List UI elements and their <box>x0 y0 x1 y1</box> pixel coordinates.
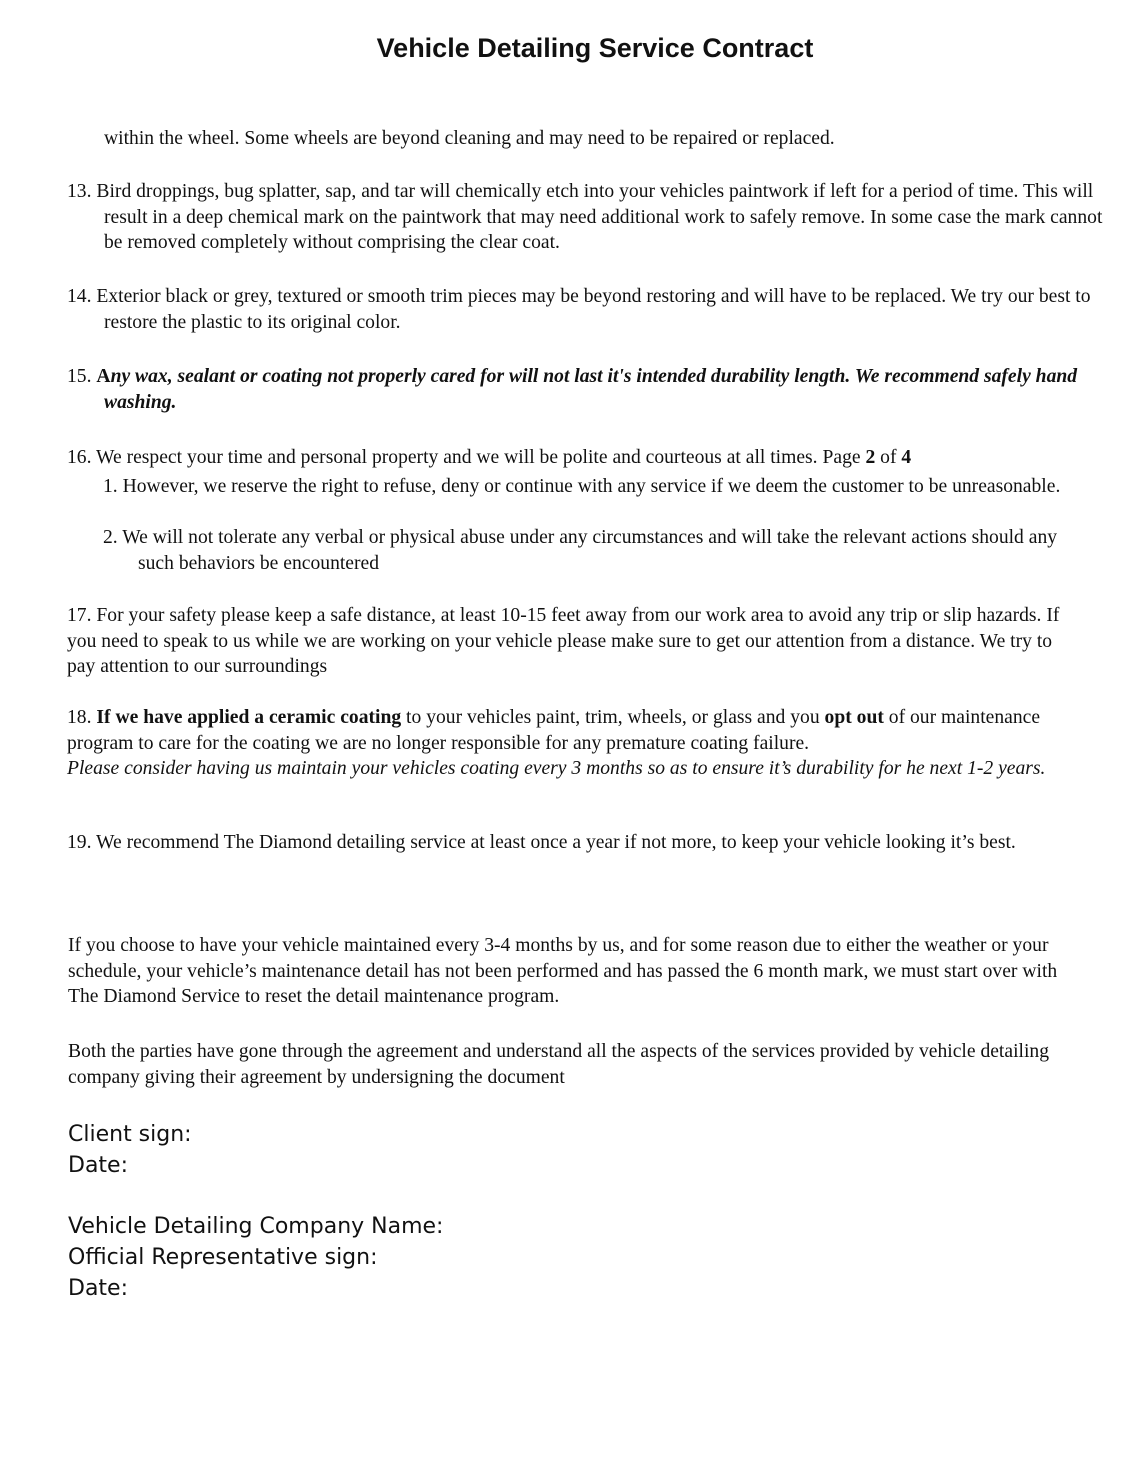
clause-17 <box>67 603 1079 680</box>
client-date-label: Date: <box>68 1153 128 1178</box>
clause-number: 18. <box>67 707 92 728</box>
clause-number: 19. <box>67 832 92 853</box>
sub-text: We will not tolerate any verbal or physical abuse under any circumstances and will take the relevant actions should any such behaviors be encountered <box>122 527 1058 574</box>
clause-text: ny wax, sealant or coating not properly cared for will not last it's intended durability length. We recommend safely hand washing. <box>104 366 1078 413</box>
clause-15 <box>67 364 1116 415</box>
page-number: 2 <box>865 447 876 468</box>
clause-number: 14. <box>67 286 92 307</box>
clause-text-1: to your vehicles paint, trim, wheels, or glass and you <box>401 707 825 728</box>
clause-number: 13. <box>67 181 92 202</box>
page-total: 4 <box>901 447 912 468</box>
clause-16 <box>67 445 1116 471</box>
clause-text: We recommend The Diamond detailing service at least once a year if not more, to keep your vehicle looking it’s best. <box>96 832 1016 853</box>
clause-16-sub-2 <box>103 525 1088 576</box>
clause-italic-note: Please consider having us maintain your vehicles coating every 3 months so as to ensure it’s durability for he next 1-2 years. <box>67 758 1046 780</box>
page-of: of <box>875 447 902 468</box>
clause-text: For your safety please keep a safe distance, at least 10-15 feet away from our work area to avoid any trip or slip hazards. If you need to speak to us while we are working on your vehicle please make sure to get our attention from a distance. We try to pay attention to our surroundings <box>67 605 1060 678</box>
clause-text: We respect your time and personal property and we will be polite and courteous at all times. Page <box>96 447 866 468</box>
maintenance-paragraph: If you choose to have your vehicle maintained every 3-4 months by us, and for some reason due to either the weather or your schedule, your vehicle’s maintenance detail has not been performed and has passed the 6 month mark, we must start over with The Diamond Service to reset the detail maintenance program. <box>68 935 1058 1008</box>
signature-company <box>68 1211 443 1304</box>
clause-number: 15. <box>67 366 92 387</box>
rep-sign-label: Official Representative sign: <box>68 1245 378 1270</box>
document-title: Vehicle Detailing Service Contract <box>376 33 814 63</box>
continued-text: within the wheel. Some wheels are beyond cleaning and may need to be repaired or replaced. <box>104 128 835 149</box>
sub-number: 1. <box>103 476 118 497</box>
clause-19 <box>67 830 1079 856</box>
clause-13 <box>67 179 1116 256</box>
clause-bold-2: opt out <box>824 707 884 728</box>
clause-text-2: of our maintenance program to care for the coating we are no longer responsible for any premature coating failure. <box>67 707 1041 754</box>
clause-text: Bird droppings, bug splatter, sap, and tar will chemically etch into your vehicles paintwork if left for a period of time. This will result in a deep chemical mark on the paintwork that may need additional work to safely remove. In some case the mark cannot be removed completely without comprising the clear coat. <box>96 181 1103 254</box>
clause-number: 16. <box>67 447 92 468</box>
clause-14 <box>67 284 1116 335</box>
clause-bold-1: If we have applied a ceramic coating <box>96 707 402 728</box>
sub-number: 2. <box>103 527 118 548</box>
client-sign-label: Client sign: <box>68 1122 192 1147</box>
clause-18 <box>67 705 1079 782</box>
sub-text: However, we reserve the right to refuse, deny or continue with any service if we deem the customer to be unreasonable. <box>122 476 1061 497</box>
rep-date-label: Date: <box>68 1276 128 1301</box>
clause-text-initial: A <box>96 366 111 387</box>
clause-16-sub-1 <box>103 474 1088 500</box>
clause-text: Exterior black or grey, textured or smooth trim pieces may be beyond restoring and will have to be replaced. We try our best to restore the plastic to its original color. <box>96 286 1091 333</box>
signature-client <box>68 1119 192 1181</box>
company-name-label: Vehicle Detailing Company Name: <box>68 1214 444 1239</box>
agreement-paragraph: Both the parties have gone through the agreement and understand all the aspects of the services provided by vehicle detailing company giving their agreement by undersigning the document <box>68 1041 1049 1088</box>
clause-number: 17. <box>67 605 92 626</box>
